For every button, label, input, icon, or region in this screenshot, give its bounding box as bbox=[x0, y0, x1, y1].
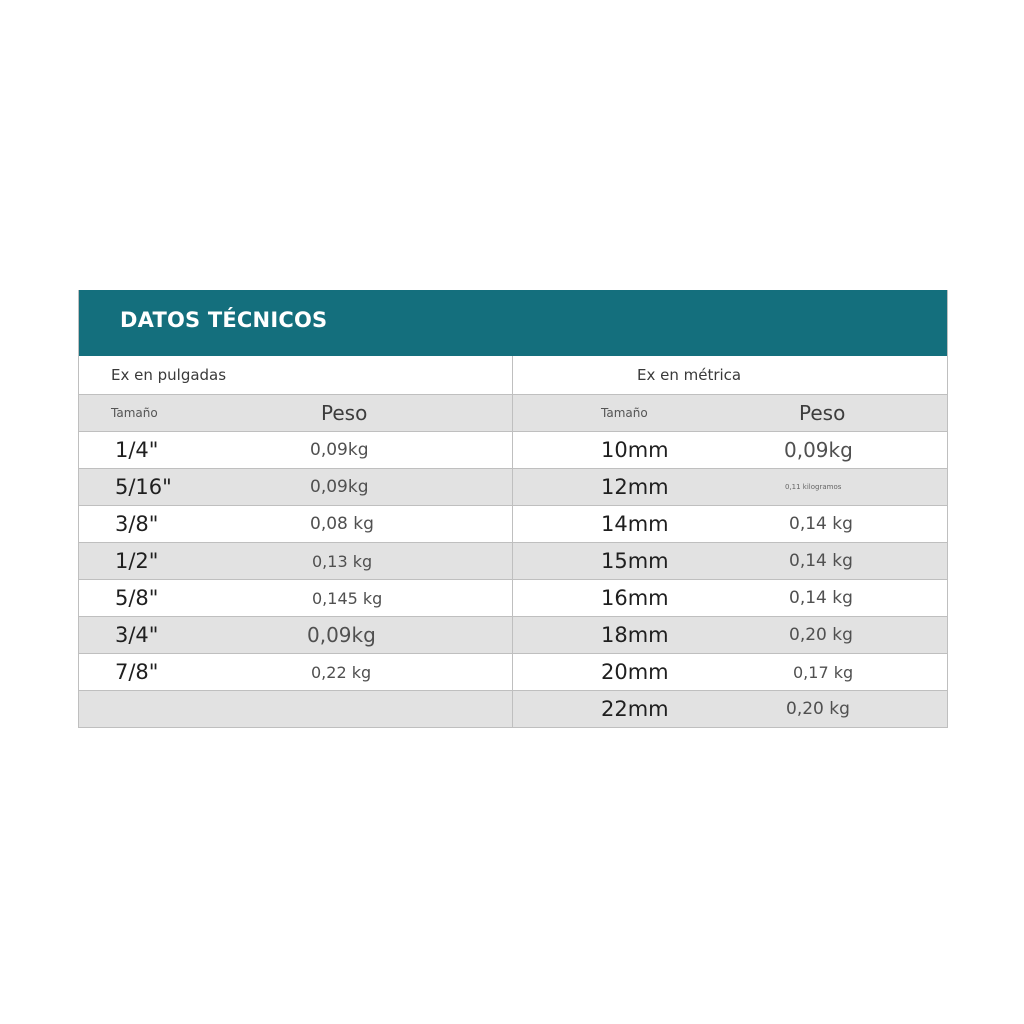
size-cell: 12mm bbox=[601, 475, 669, 499]
table-row bbox=[79, 690, 512, 727]
weight-cell: 0,09kg bbox=[307, 623, 376, 647]
size-cell: 3/8" bbox=[115, 512, 159, 536]
table-row bbox=[513, 505, 947, 542]
table-columns bbox=[79, 356, 947, 727]
weight-cell: 0,145 kg bbox=[312, 588, 383, 608]
table-row bbox=[513, 616, 947, 653]
table-row bbox=[79, 616, 512, 653]
table-header bbox=[79, 290, 947, 356]
size-cell: 3/4" bbox=[115, 623, 159, 647]
weight-cell: 0,09kg bbox=[310, 477, 369, 497]
size-cell: 16mm bbox=[601, 586, 669, 610]
table-row bbox=[79, 431, 512, 468]
table-row bbox=[79, 542, 512, 579]
table-row bbox=[79, 653, 512, 690]
size-header: Tamaño bbox=[601, 406, 648, 420]
table-row bbox=[79, 505, 512, 542]
table-row bbox=[513, 542, 947, 579]
table-title: DATOS TÉCNICOS bbox=[120, 308, 328, 332]
table-row bbox=[79, 468, 512, 505]
size-cell: 14mm bbox=[601, 512, 669, 536]
size-header: Tamaño bbox=[111, 406, 158, 420]
section-row bbox=[79, 356, 512, 394]
size-cell: 1/2" bbox=[115, 549, 159, 573]
section-label: Ex en métrica bbox=[637, 366, 742, 384]
weight-cell: 0,09kg bbox=[784, 438, 853, 462]
inches-column bbox=[79, 356, 513, 727]
technical-data-table bbox=[78, 290, 948, 728]
size-cell: 15mm bbox=[601, 549, 669, 573]
size-cell: 5/8" bbox=[115, 586, 159, 610]
table-row bbox=[513, 431, 947, 468]
table-row bbox=[513, 579, 947, 616]
table-row bbox=[513, 468, 947, 505]
weight-header: Peso bbox=[321, 401, 368, 425]
table-row bbox=[79, 579, 512, 616]
size-cell: 22mm bbox=[601, 697, 669, 721]
weight-cell: 0,11 kilogramos bbox=[785, 483, 842, 491]
weight-cell: 0,14 kg bbox=[789, 588, 853, 608]
size-cell: 1/4" bbox=[115, 438, 159, 462]
weight-cell: 0,09kg bbox=[310, 440, 369, 460]
table-row bbox=[513, 690, 947, 727]
weight-cell: 0,20 kg bbox=[789, 625, 853, 645]
weight-cell: 0,17 kg bbox=[793, 662, 854, 682]
metric-column bbox=[513, 356, 947, 727]
weight-cell: 0,08 kg bbox=[310, 514, 374, 534]
table-row bbox=[513, 653, 947, 690]
weight-cell: 0,13 kg bbox=[312, 551, 373, 571]
weight-header: Peso bbox=[799, 401, 846, 425]
weight-cell: 0,14 kg bbox=[789, 514, 853, 534]
size-cell: 5/16" bbox=[115, 475, 172, 499]
section-label: Ex en pulgadas bbox=[111, 366, 227, 384]
weight-cell: 0,22 kg bbox=[311, 662, 372, 682]
column-header-row bbox=[79, 394, 512, 431]
size-cell: 10mm bbox=[601, 438, 669, 462]
section-row bbox=[513, 356, 947, 394]
weight-cell: 0,20 kg bbox=[786, 699, 850, 719]
size-cell: 20mm bbox=[601, 660, 669, 684]
size-cell: 7/8" bbox=[115, 660, 159, 684]
column-header-row bbox=[513, 394, 947, 431]
weight-cell: 0,14 kg bbox=[789, 551, 853, 571]
size-cell: 18mm bbox=[601, 623, 669, 647]
